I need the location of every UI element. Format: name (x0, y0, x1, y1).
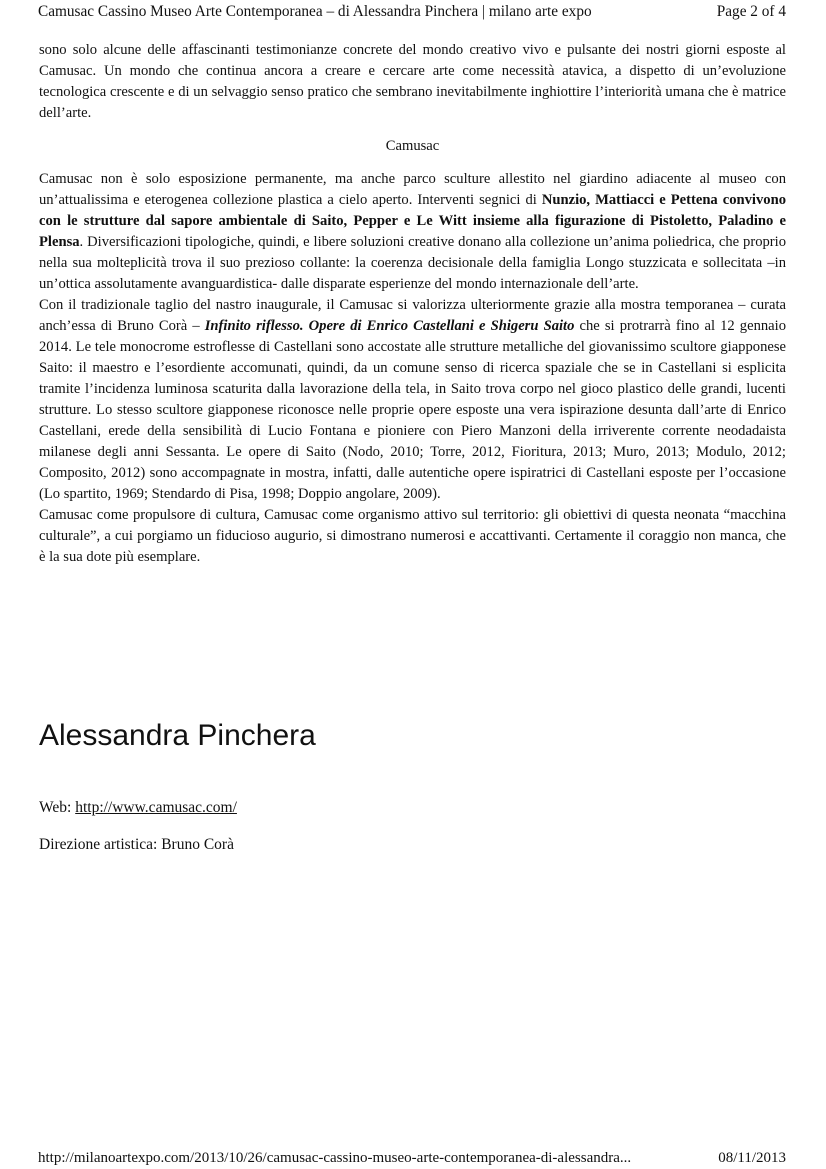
web-label: Web: (39, 799, 76, 816)
bold-text: Nunzio, Mattiacci e Pettena convivono con le strutture dal sapore ambientale di Saito, Pepper e Le Witt insieme alla figurazione di Pistoletto, Paladino e Plensa (39, 192, 786, 250)
article-body (39, 40, 786, 568)
footer-date: 08/11/2013 (718, 1150, 786, 1166)
paragraph: Camusac come propulsore di cultura, Camusac come organismo attivo sul territorio: gli obiettivi di questa neonata “macchina culturale”, a cui porgiamo un fiducioso augurio, si dimostrano numerosi e accattivanti. Certamente il coraggio non manca, che è la sua dote più esemplare. (39, 507, 786, 565)
page-number: Page 2 of 4 (716, 3, 786, 20)
paragraph: Con il tradizionale taglio del nastro inaugurale, il Camusac si valorizza ulteriormente grazie alla mostra temporanea – curata anch’essa di Bruno Corà – Infinito riflesso. Opere di Enrico Castellani e Shigeru Saito che si protrarrà fino al 12 gennaio 2014. Le tele monocrome estroflesse di Castellani sono accostate alle strutture metalliche del giovanissimo scultore giapponese Saito: il maestro e l’esordiente accomunati, quindi, da un comune senso di ricerca spaziale che se in Castellani si esplicita tramite l’incidenza luminosa scaturita dalla lavorazione della tela, in Saito trova corpo nel gioco plastico delle grandi, lucenti strutture. Lo stesso scultore giapponese riconosce nelle proprie opere esposte una vera ispirazione desunta dall’arte di Enrico Castellani, erede della sensibilità di Lucio Fontana e pioniere con Piero Manzoni della irriverente corrente neodadaista milanese degli anni Sessanta. Le opere di Saito (Nodo, 2010; Torre, 2012, Fioritura, 2013; Muro, 2013; Modulo, 2012; Composito, 2012) sono accompagnate in mostra, infatti, dalle autentiche opere ispiratrici di Castellani esposte per l’occasione (Lo spartito, 1969; Stendardo di Pisa, 1998; Doppio angolare, 2009). (39, 297, 786, 502)
web-line (39, 798, 237, 818)
footer-url: http://milanoartexpo.com/2013/10/26/camusac-cassino-museo-arte-contemporanea-di-alessandra... (38, 1150, 632, 1166)
section-heading: Camusac (385, 138, 440, 154)
print-header (38, 1, 786, 23)
exhibition-title: Infinito riflesso. Opere di Enrico Castellani e Shigeru Saito (204, 318, 575, 334)
paragraph: Camusac non è solo esposizione permanente, ma anche parco sculture allestito nel giardino adiacente al museo con un’attualissima e eterogenea collezione plastica a cielo aperto. Interventi segnici di Nunzio, Mattiacci e Pettena convivono con le strutture dal sapore ambientale di Saito, Pepper e Le Witt insieme alla figurazione di Pistoletto, Paladino e Plensa. Diversificazioni tipologiche, quindi, e libere soluzioni creative donano alla collezione un’anima poliedrica, che proprio nella sua molteplicità trova il suo prezioso collante: la coerenza decisionale della famiglia Longo stuzzicata e sollecitata –in un’ottica assolutamente avanguardistica- dalle disparate esperienze del mondo internazionale dell’arte. (39, 171, 786, 292)
paragraph: sono solo alcune delle affascinanti testimonianze concrete del mondo creativo vivo e pulsante dei nostri giorni esposte al Camusac. Un mondo che continua ancora a creare e cercare arte come necessità atavica, a dispetto di un’evoluzione tecnologica crescente e di un selvaggio senso pratico che sembrano inevitabilmente inghiottire l’interiorità umana che è matrice dell’arte. (39, 42, 786, 121)
print-footer (38, 1147, 786, 1169)
author-name: Alessandra Pinchera (39, 719, 316, 752)
artistic-direction: Direzione artistica: Bruno Corà (39, 836, 234, 853)
website-link[interactable]: http://www.camusac.com/ (75, 799, 237, 816)
header-title: Camusac Cassino Museo Arte Contemporanea – di Alessandra Pinchera | milano arte expo (38, 3, 592, 20)
